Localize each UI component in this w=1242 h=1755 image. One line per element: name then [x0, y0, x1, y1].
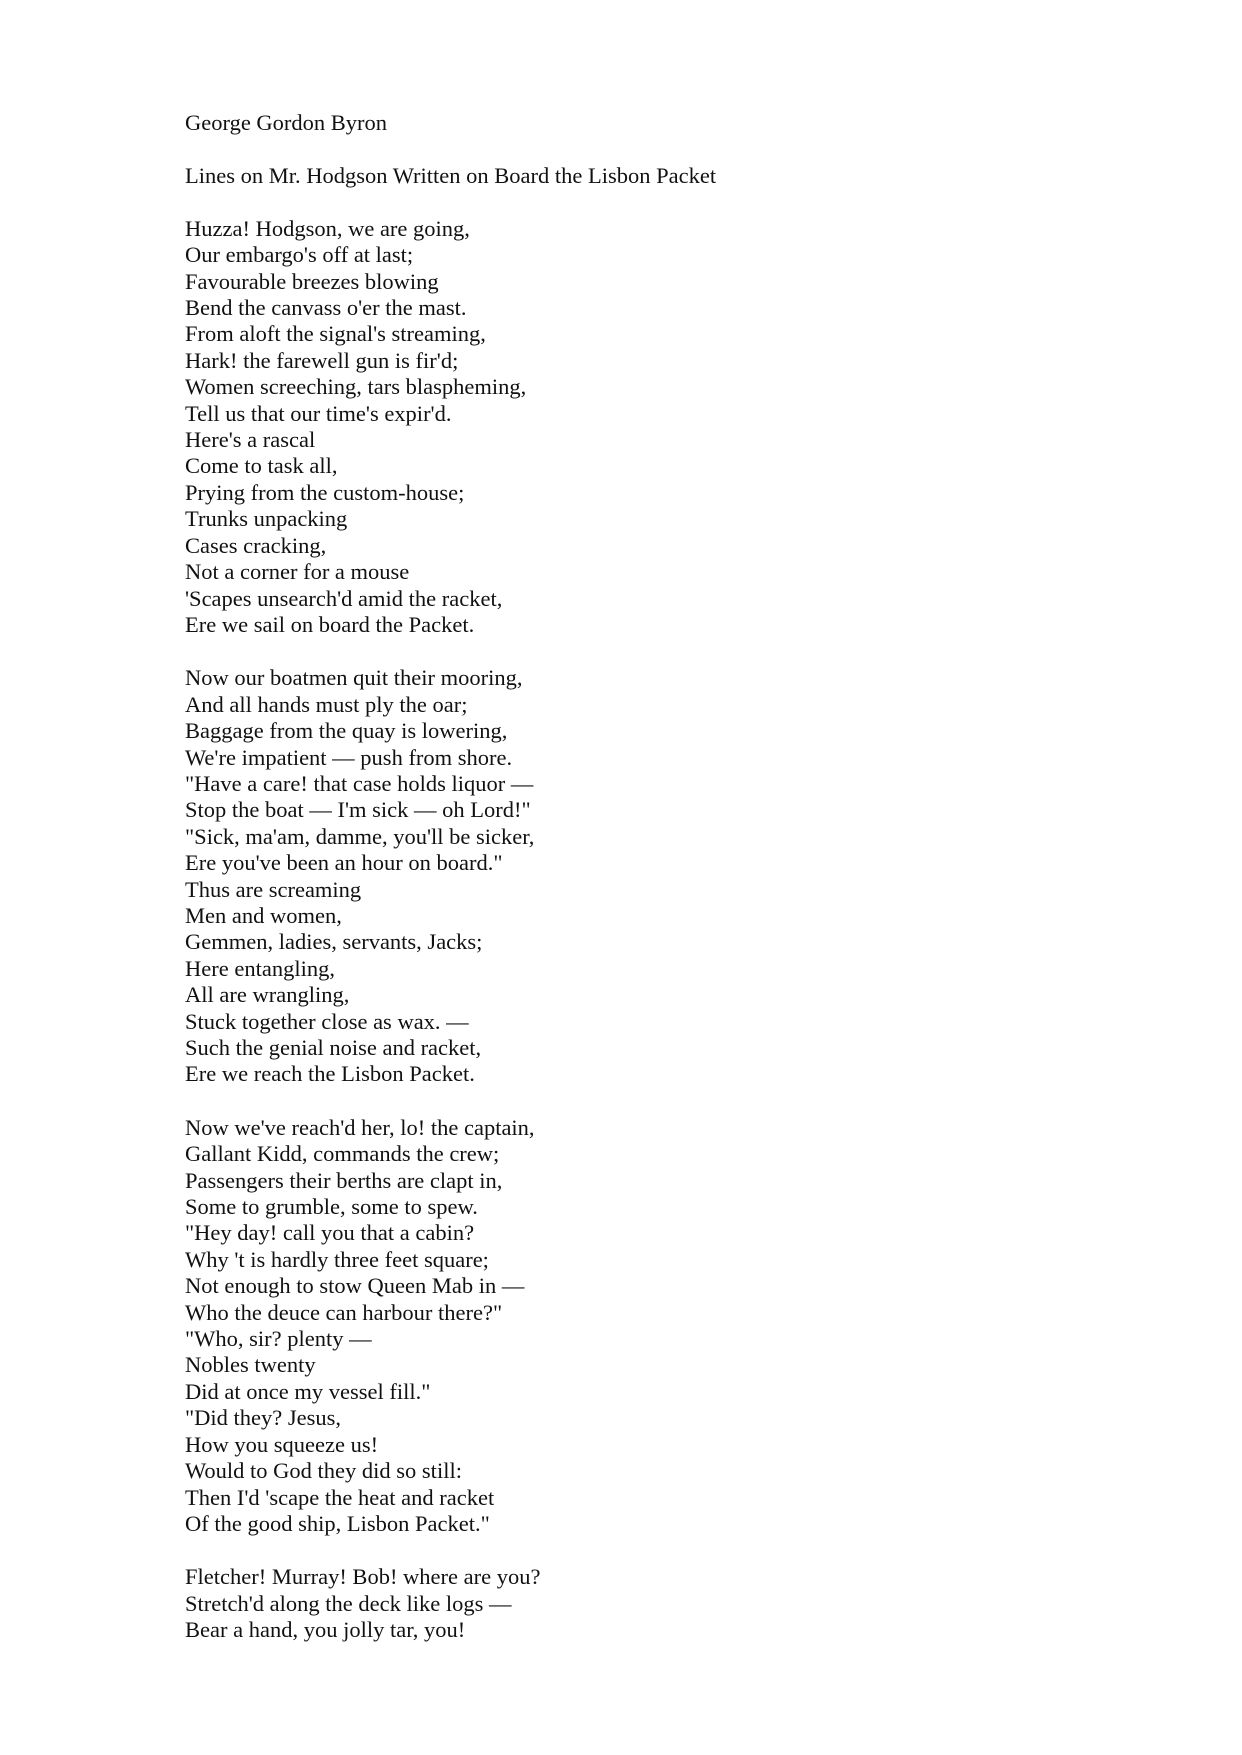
poem-line: All are wrangling, [185, 982, 350, 1008]
poem-line: Favourable breezes blowing [185, 268, 439, 294]
poem-line: Would to God they did so still: [185, 1458, 462, 1484]
poem-line: Huzza! Hodgson, we are going, [185, 215, 470, 241]
poem-line: Of the good ship, Lisbon Packet." [185, 1510, 490, 1536]
poem-line: Women screeching, tars blaspheming, [185, 374, 527, 400]
poem-line: How you squeeze us! [185, 1431, 379, 1457]
poem-line: Thus are screaming [185, 876, 362, 902]
poem-line: Did at once my vessel fill." [185, 1378, 431, 1404]
poem-line: Not a corner for a mouse [185, 559, 410, 585]
poem-line: Fletcher! Murray! Bob! where are you? [185, 1564, 541, 1590]
poem-line: Such the genial noise and racket, [185, 1035, 482, 1060]
poem-line: Gallant Kidd, commands the crew; [185, 1141, 500, 1167]
poem-line: Now our boatmen quit their mooring, [185, 665, 523, 691]
document-page [185, 110, 1185, 1671]
stanza [185, 1115, 1185, 1538]
poem-line: Ere we reach the Lisbon Packet. [185, 1061, 475, 1087]
poem-line: Not enough to stow Queen Mab in — [185, 1273, 525, 1299]
poem-line: Stuck together close as wax. — [185, 1008, 469, 1034]
poem-line: Cases cracking, [185, 532, 327, 558]
poem-line: "Have a care! that case holds liquor — [185, 770, 534, 796]
stanza [185, 1564, 1185, 1643]
poem-line: Ere you've been an hour on board." [185, 850, 503, 876]
poem-line: Nobles twenty [185, 1352, 316, 1378]
poem-line: Ere we sail on board the Packet. [185, 611, 475, 637]
poem-line: Some to grumble, some to spew. [185, 1194, 478, 1220]
poem-body [185, 216, 1185, 1644]
poem-line: Stop the boat — I'm sick — oh Lord!" [185, 797, 531, 823]
poem-line: Why 't is hardly three feet square; [185, 1246, 489, 1272]
poem-line: Then I'd 'scape the heat and racket [185, 1484, 495, 1510]
poem-line: "Did they? Jesus, [185, 1405, 342, 1431]
author-name: George Gordon Byron [185, 110, 388, 135]
poem-line: 'Scapes unsearch'd amid the racket, [185, 585, 503, 611]
poem-line: Tell us that our time's expir'd. [185, 400, 452, 426]
poem-line: We're impatient — push from shore. [185, 744, 513, 770]
poem-line: Trunks unpacking [185, 506, 348, 532]
poem-line: Our embargo's off at last; [185, 242, 414, 268]
poem-line: Now we've reach'd her, lo! the captain, [185, 1114, 535, 1140]
poem-line: Men and women, [185, 902, 342, 928]
poem-title: Lines on Mr. Hodgson Written on Board the Lisbon Packet [185, 163, 717, 189]
poem-line: "Who, sir? plenty — [185, 1326, 372, 1352]
poem-line: Here entangling, [185, 955, 335, 981]
poem-line: Baggage from the quay is lowering, [185, 718, 508, 744]
poem-line: Here's a rascal [185, 427, 316, 453]
poem-line: Passengers their berths are clapt in, [185, 1167, 503, 1193]
poem-line: Stretch'd along the deck like logs — [185, 1590, 512, 1616]
stanza [185, 216, 1185, 639]
poem-line: Come to task all, [185, 453, 338, 479]
poem-line: "Sick, ma'am, damme, you'll be sicker, [185, 823, 535, 849]
poem-line: Prying from the custom-house; [185, 479, 465, 505]
poem-line: Bend the canvass o'er the mast. [185, 295, 467, 321]
stanza [185, 665, 1185, 1088]
poem-line: Gemmen, ladies, servants, Jacks; [185, 929, 483, 955]
poem-line: And all hands must ply the oar; [185, 691, 468, 717]
poem-line: "Hey day! call you that a cabin? [185, 1220, 475, 1246]
poem-line: Hark! the farewell gun is fir'd; [185, 347, 459, 373]
poem-line: From aloft the signal's streaming, [185, 321, 486, 347]
poem-line: Who the deuce can harbour there?" [185, 1299, 503, 1325]
poem-line: Bear a hand, you jolly tar, you! [185, 1617, 466, 1643]
